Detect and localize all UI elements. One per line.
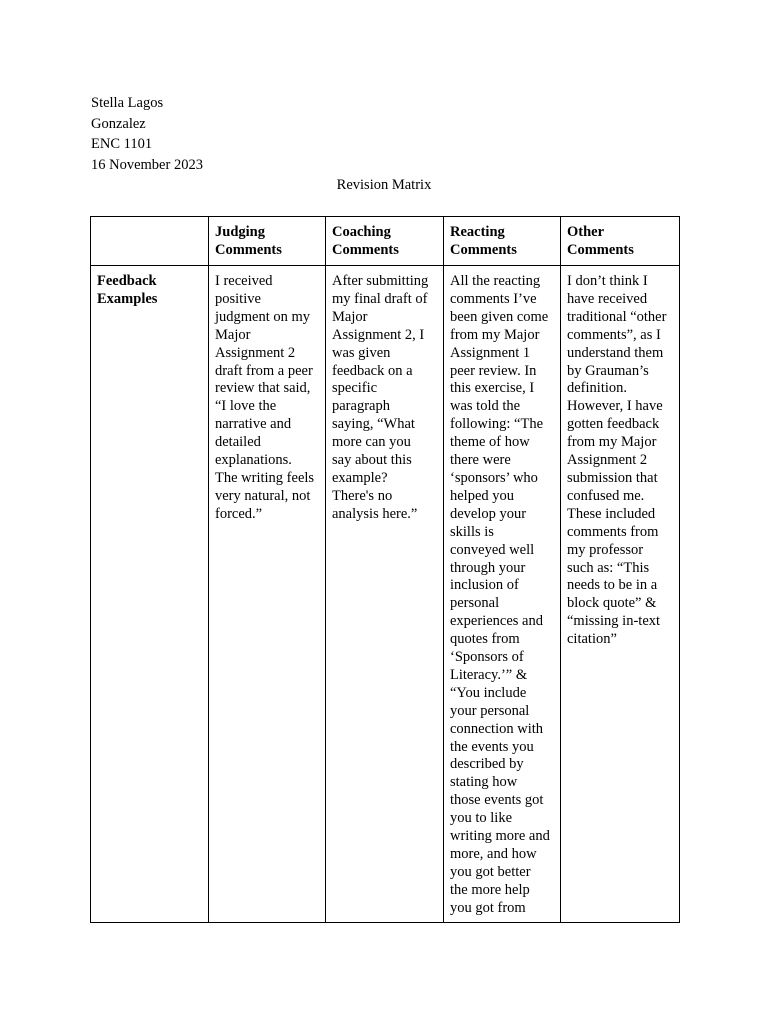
author-name-line2: Gonzalez — [91, 115, 146, 132]
column-header-coaching — [326, 217, 444, 266]
revision-matrix-table — [90, 216, 680, 923]
cell-coaching-comments — [326, 266, 444, 923]
column-header-judging — [209, 217, 326, 266]
cell-text: All the reacting comments I’ve been given come from my Major Assignment 1 peer review. In this exercise, I was told the following: “The theme of how there were ‘sponsors’ who helped you develop your skills is conveyed well through your inclusion of personal experiences and quotes from ‘Sponsors of Literacy.’” & “You include your personal connection with the events you described by stating how those events got you to like writing more and more, and how you got better the more help you got from — [450, 273, 550, 916]
column-header-label: Coaching Comments — [332, 224, 399, 258]
row-header-feedback-examples — [91, 266, 209, 923]
table-header-row — [91, 217, 680, 266]
row-header-label: Feedback Examples — [97, 273, 158, 307]
cell-judging-comments — [209, 266, 326, 923]
table-corner-cell — [91, 217, 209, 266]
document-title: Revision Matrix — [336, 177, 432, 193]
cell-text: I received positive judgment on my Major Assignment 2 draft from a peer review that said, “I love the narrative and detailed explanations. The writing feels very natural, not forced.” — [215, 273, 315, 522]
column-header-reacting — [444, 217, 561, 266]
author-name-line1: Stella Lagos — [91, 95, 164, 111]
column-header-label: Other Comments — [567, 224, 634, 258]
course-code: ENC 1101 — [91, 136, 153, 152]
table-row-feedback-examples — [91, 266, 680, 923]
cell-other-comments — [561, 266, 680, 923]
cell-text: I don’t think I have received traditional “other comments”, as I understand them by Grauman’s definition. However, I have gotten feedback from my Major Assignment 2 submission that confused me. These included comments from my professor such as: “This needs to be in a block quote” & “missing in-text citation” — [567, 273, 667, 648]
column-header-other — [561, 217, 680, 266]
cell-reacting-comments — [444, 266, 561, 923]
cell-text: After submitting my final draft of Major Assignment 2, I was given feedback on a specific paragraph saying, “What more can you say about this example? There's no analysis here.” — [332, 273, 429, 522]
column-header-label: Judging Comments — [215, 224, 282, 258]
column-header-label: Reacting Comments — [450, 224, 517, 258]
document-header — [91, 93, 203, 175]
document-date: 16 November 2023 — [91, 156, 203, 173]
